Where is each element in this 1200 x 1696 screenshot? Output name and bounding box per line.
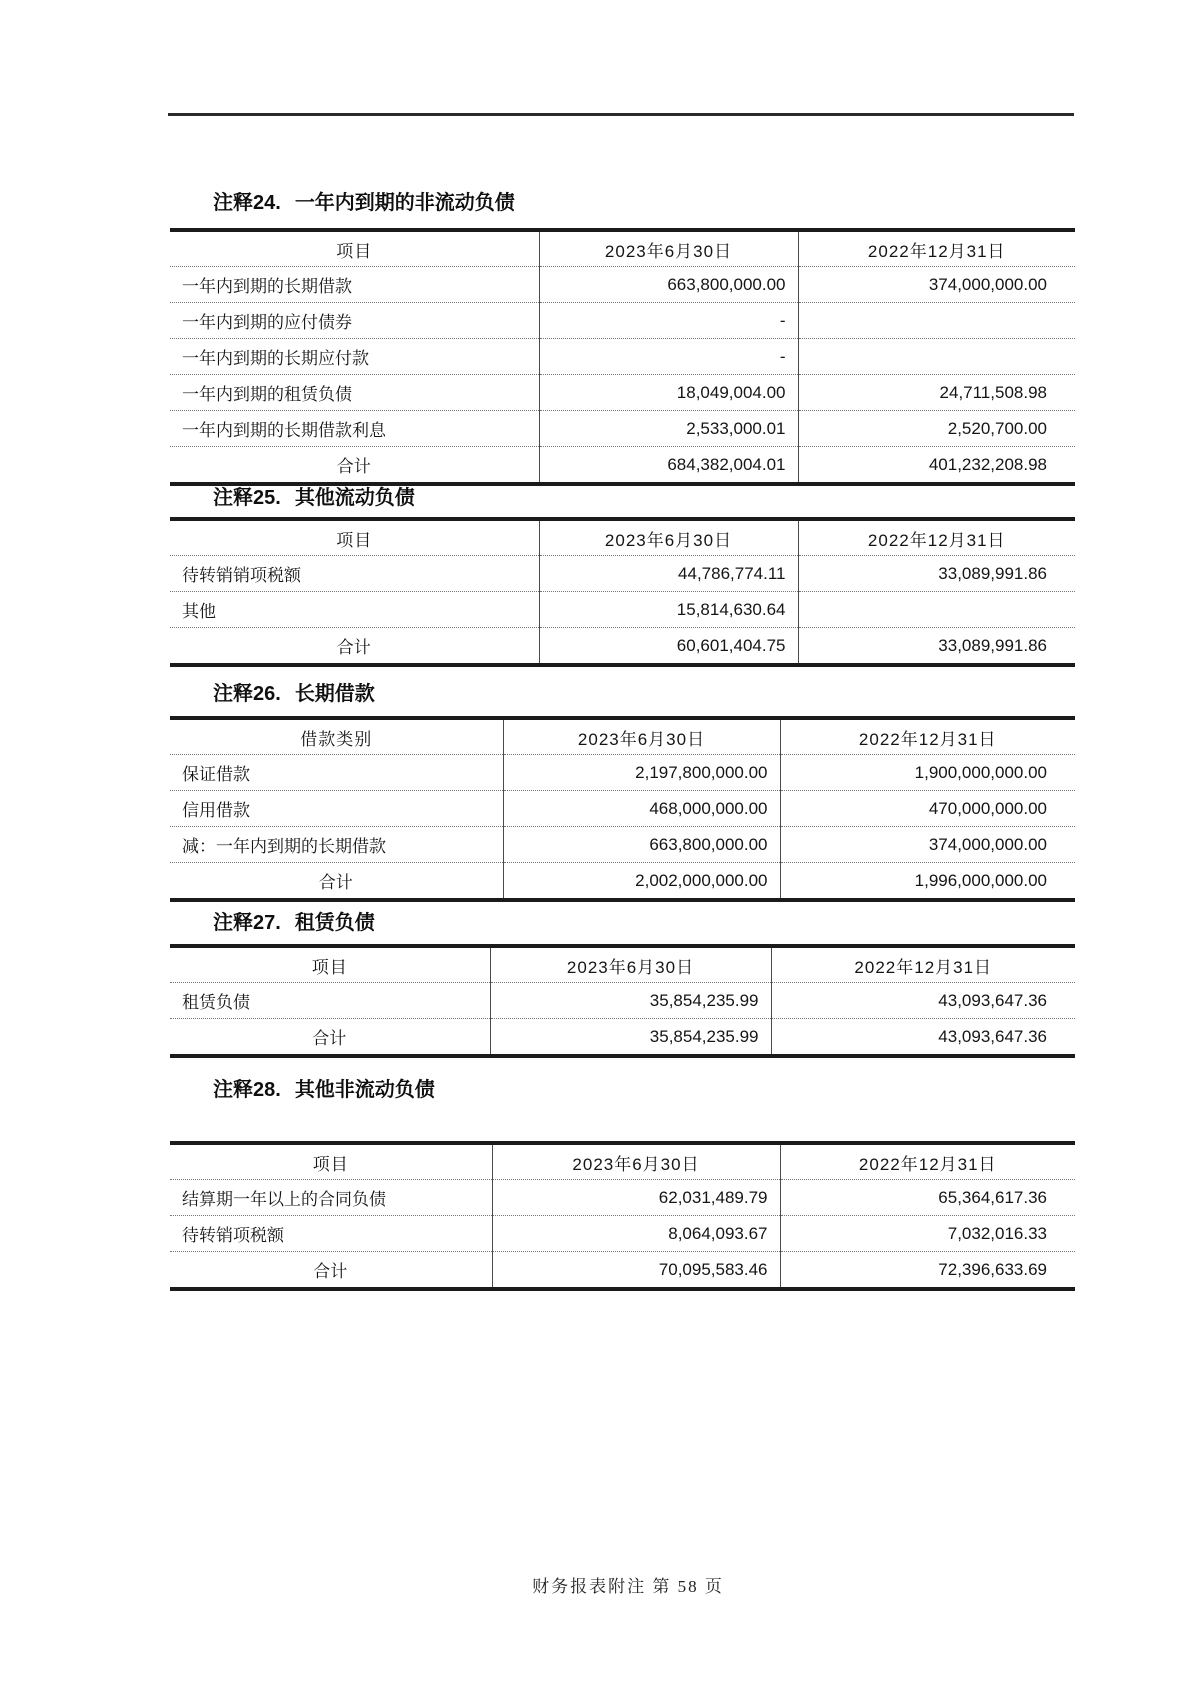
value-2022-cell: 72,396,633.69 [780, 1252, 1075, 1290]
column-header-2023: 2023年6月30日 [490, 946, 771, 983]
row-label-cell: 信用借款 [170, 791, 503, 827]
value-2023-cell: 60,601,404.75 [539, 628, 798, 666]
table-row [170, 1216, 1075, 1252]
column-header-loan-type: 借款类别 [170, 718, 503, 755]
note-27-title [213, 906, 375, 935]
value-2022-cell: 65,364,617.36 [780, 1180, 1075, 1216]
note-26-table [170, 716, 1075, 902]
table-row [170, 755, 1075, 791]
value-2023-cell: 468,000,000.00 [503, 791, 780, 827]
note-26-number: 注释26. [213, 683, 281, 705]
row-label-cell: 合计 [170, 863, 503, 901]
column-header-2023: 2023年6月30日 [539, 519, 798, 556]
total-row [170, 863, 1075, 901]
table-row [170, 556, 1075, 592]
row-label-cell: 合计 [170, 628, 539, 666]
header-rule [168, 113, 1074, 116]
value-2022-cell: 401,232,208.98 [798, 447, 1075, 485]
row-label-cell: 一年内到期的长期借款利息 [170, 411, 539, 447]
value-2022-cell: 374,000,000.00 [780, 827, 1075, 863]
value-2023-cell: 18,049,004.00 [539, 375, 798, 411]
value-2022-cell: 33,089,991.86 [798, 556, 1075, 592]
column-header-2022: 2022年12月31日 [798, 230, 1075, 267]
value-2023-cell: 62,031,489.79 [492, 1180, 780, 1216]
note-24-number: 注释24. [213, 192, 281, 214]
total-row [170, 1252, 1075, 1290]
column-header-2023: 2023年6月30日 [539, 230, 798, 267]
value-2023-cell: 15,814,630.64 [539, 592, 798, 628]
table-row [170, 827, 1075, 863]
value-2023-cell: 684,382,004.01 [539, 447, 798, 485]
row-label-cell: 合计 [170, 1252, 492, 1290]
column-header-2022: 2022年12月31日 [771, 946, 1075, 983]
note-28-number: 注释28. [213, 1079, 281, 1101]
note-25-title [213, 481, 415, 510]
note-24-name: 一年内到期的非流动负债 [294, 192, 515, 214]
row-label-cell: 合计 [170, 447, 539, 485]
column-header-item: 项目 [170, 519, 539, 556]
table-row [170, 267, 1075, 303]
note-24-title [213, 186, 515, 215]
value-2022-cell: 7,032,016.33 [780, 1216, 1075, 1252]
note-26-name: 长期借款 [294, 683, 375, 705]
column-header-item: 项目 [170, 230, 539, 267]
table-row [170, 592, 1075, 628]
value-2022-cell: 2,520,700.00 [798, 411, 1075, 447]
column-header-item: 项目 [170, 1143, 492, 1180]
header-row [170, 1143, 1075, 1180]
value-2023-cell: 2,197,800,000.00 [503, 755, 780, 791]
value-2022-cell: 43,093,647.36 [771, 983, 1075, 1019]
row-label-cell: 合计 [170, 1019, 490, 1057]
row-label-cell: 待转销销项税额 [182, 566, 301, 585]
table-row [170, 791, 1075, 827]
header-row [170, 718, 1075, 755]
value-2023-cell: 35,854,235.99 [490, 1019, 771, 1057]
value-2022-cell [798, 303, 1075, 339]
total-row [170, 628, 1075, 666]
value-2023-cell: 35,854,235.99 [490, 983, 771, 1019]
note-27-number: 注释27. [213, 912, 281, 934]
row-label-cell: 一年内到期的长期借款 [182, 277, 352, 296]
header-row [170, 946, 1075, 983]
row-label-cell: 一年内到期的长期应付款 [170, 339, 539, 375]
value-2022-cell [798, 592, 1075, 628]
table-row [170, 983, 1075, 1019]
value-2022-cell: 374,000,000.00 [798, 267, 1075, 303]
note-25-table [170, 517, 1075, 667]
table-row [170, 303, 1075, 339]
value-2023-cell: 663,800,000.00 [539, 267, 798, 303]
header-row [170, 519, 1075, 556]
column-header-2022: 2022年12月31日 [780, 1143, 1075, 1180]
header-row [170, 230, 1075, 267]
note-28-name: 其他非流动负债 [294, 1079, 435, 1101]
total-row [170, 447, 1075, 485]
note-25-name: 其他流动负债 [294, 487, 415, 509]
note-28-table [170, 1141, 1075, 1291]
note-24-table [170, 228, 1075, 486]
value-2022-cell: 33,089,991.86 [798, 628, 1075, 666]
note-27-table [170, 944, 1075, 1058]
value-2022-cell: 43,093,647.36 [771, 1019, 1075, 1057]
value-2022-cell [798, 339, 1075, 375]
total-row [170, 1019, 1075, 1057]
row-label-cell: 租赁负债 [182, 993, 250, 1012]
column-header-2023: 2023年6月30日 [503, 718, 780, 755]
note-28-title [213, 1073, 435, 1102]
row-label-cell: 一年内到期的应付债券 [170, 303, 539, 339]
row-label-cell: 待转销项税额 [170, 1216, 492, 1252]
table-row [170, 411, 1075, 447]
value-2022-cell: 24,711,508.98 [798, 375, 1075, 411]
table-row [170, 339, 1075, 375]
value-2022-cell: 1,900,000,000.00 [780, 755, 1075, 791]
value-2023-cell: 2,002,000,000.00 [503, 863, 780, 901]
row-label-cell: 减：一年内到期的长期借款 [170, 827, 503, 863]
note-26-title [213, 677, 375, 706]
row-label-cell: 其他 [170, 592, 539, 628]
table-row [170, 1180, 1075, 1216]
column-header-2022: 2022年12月31日 [798, 519, 1075, 556]
value-2022-cell: 1,996,000,000.00 [780, 863, 1075, 901]
value-2022-cell: 470,000,000.00 [780, 791, 1075, 827]
page-footer: 财务报表附注 第 58 页 [532, 1577, 724, 1596]
value-2023-cell: 70,095,583.46 [492, 1252, 780, 1290]
column-header-item: 项目 [170, 946, 490, 983]
note-25-number: 注释25. [213, 487, 281, 509]
value-2023-cell: 2,533,000.01 [539, 411, 798, 447]
column-header-2022: 2022年12月31日 [780, 718, 1075, 755]
value-2023-cell: 663,800,000.00 [503, 827, 780, 863]
column-header-2023: 2023年6月30日 [492, 1143, 780, 1180]
row-label-cell: 一年内到期的租赁负债 [170, 375, 539, 411]
row-label-cell: 结算期一年以上的合同负债 [182, 1190, 386, 1209]
note-27-name: 租赁负债 [294, 912, 375, 934]
value-2023-cell: 8,064,093.67 [492, 1216, 780, 1252]
value-2023-cell: - [539, 339, 798, 375]
table-row [170, 375, 1075, 411]
row-label-cell: 保证借款 [182, 765, 250, 784]
value-2023-cell: 44,786,774.11 [539, 556, 798, 592]
value-2023-cell: - [539, 303, 798, 339]
